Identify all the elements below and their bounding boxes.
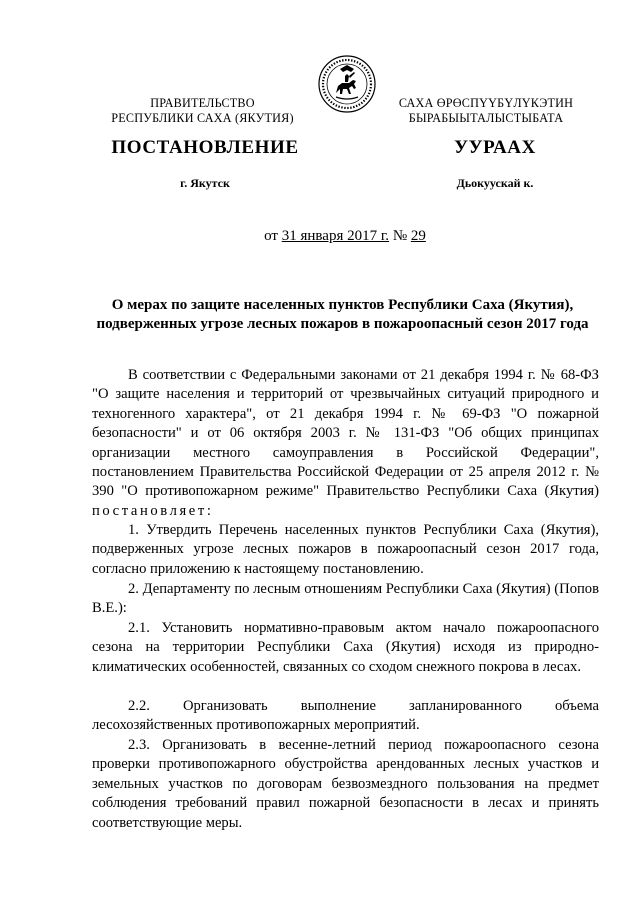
document-title	[80, 296, 605, 334]
title-line2: подверженных угрозе лесных пожаров в пожароопасный сезон 2017 года	[96, 316, 589, 332]
government-sakha-line2: БЫРАБЫЫТАЛЫСТЫБАТА	[408, 111, 564, 125]
city-sakha: Дьокуускай к.	[456, 176, 534, 190]
date-prefix: от	[264, 228, 282, 244]
item-2-2-first-line	[92, 697, 599, 716]
resolves-word: постановляет:	[92, 502, 214, 519]
item-2-2-word2: выполнение	[300, 698, 376, 714]
document-date: 31 января 2017 г.	[281, 228, 390, 244]
item-2-2-continuation: лесохозяйственных противопожарных мероприятий.	[92, 717, 420, 734]
item-2-2	[92, 697, 599, 736]
item-2-2-word4: объема	[554, 698, 599, 714]
doc-type-russian: ПОСТАНОВЛЕНИЕ	[111, 137, 299, 158]
item-2-2-number: 2.2.	[128, 698, 150, 714]
document-number: 29	[410, 228, 426, 244]
item-2: 2. Департаменту по лесным отношениям Республики Саха (Якутия) (Попов В.Е.):	[92, 581, 599, 617]
intro-text: В соответствии с Федеральными законами от 21 декабря 1994 г. № 68-ФЗ "О защите населения и территорий от чрезвычайных ситуаций природного и техногенного характера", от 21 декабря 1994 г. № 69-ФЗ "О пожарной безопасности" и от 06 октября 2003 г. № 131-ФЗ "Об общих принципах организации местного самоуправления в Российской Федерации", постановлением Правительства Российской Федерации от 25 апреля 2012 г. № 390 "О противопожарном режиме" Правительство Республики Саха (Якутия)	[92, 367, 599, 500]
government-name-sakha	[386, 96, 586, 126]
government-line1: ПРАВИТЕЛЬСТВО	[150, 96, 255, 110]
item-2-2-word1: Организовать	[182, 698, 268, 714]
government-name-russian	[100, 96, 305, 126]
intro-paragraph	[92, 366, 599, 521]
item-2-1: 2.1. Установить нормативно-правовым актом начало пожароопасного сезона на территории Республики Саха (Якутия) исходя из природно-климатических особенностей, связанных со сходом снежного покрова в лесах.	[92, 620, 599, 675]
date-number-line	[180, 228, 510, 245]
doc-type-sakha: УУРААХ	[454, 137, 536, 158]
item-1: 1. Утвердить Перечень населенных пунктов Республики Саха (Якутия), подверженных угрозе лесных пожаров в пожароопасный сезон 2017 года, согласно приложению к настоящему постановлению.	[92, 522, 599, 577]
title-line1: О мерах по защите населенных пунктов Республики Саха (Якутия),	[111, 297, 574, 313]
government-sakha-line1: САХА ӨРӨСПҮҮБҮЛҮКЭТИН	[398, 96, 574, 110]
item-2-3: 2.3. Организовать в весенне-летний период пожароопасного сезона проверки противопожарного обустройства арендованных лесных участков и земельных участков по договорам безвозмездного пользования на предмет соблюдения требований правил пожарной безопасности в лесах и принять соответствующие меры.	[92, 737, 599, 831]
government-line2: РЕСПУБЛИКИ САХА (ЯКУТИЯ)	[111, 111, 294, 125]
number-sign: №	[389, 228, 411, 244]
city-russian: г. Якутск	[180, 176, 230, 190]
item-2-2-word3: запланированного	[409, 698, 522, 714]
coat-of-arms-emblem-icon	[318, 55, 376, 113]
